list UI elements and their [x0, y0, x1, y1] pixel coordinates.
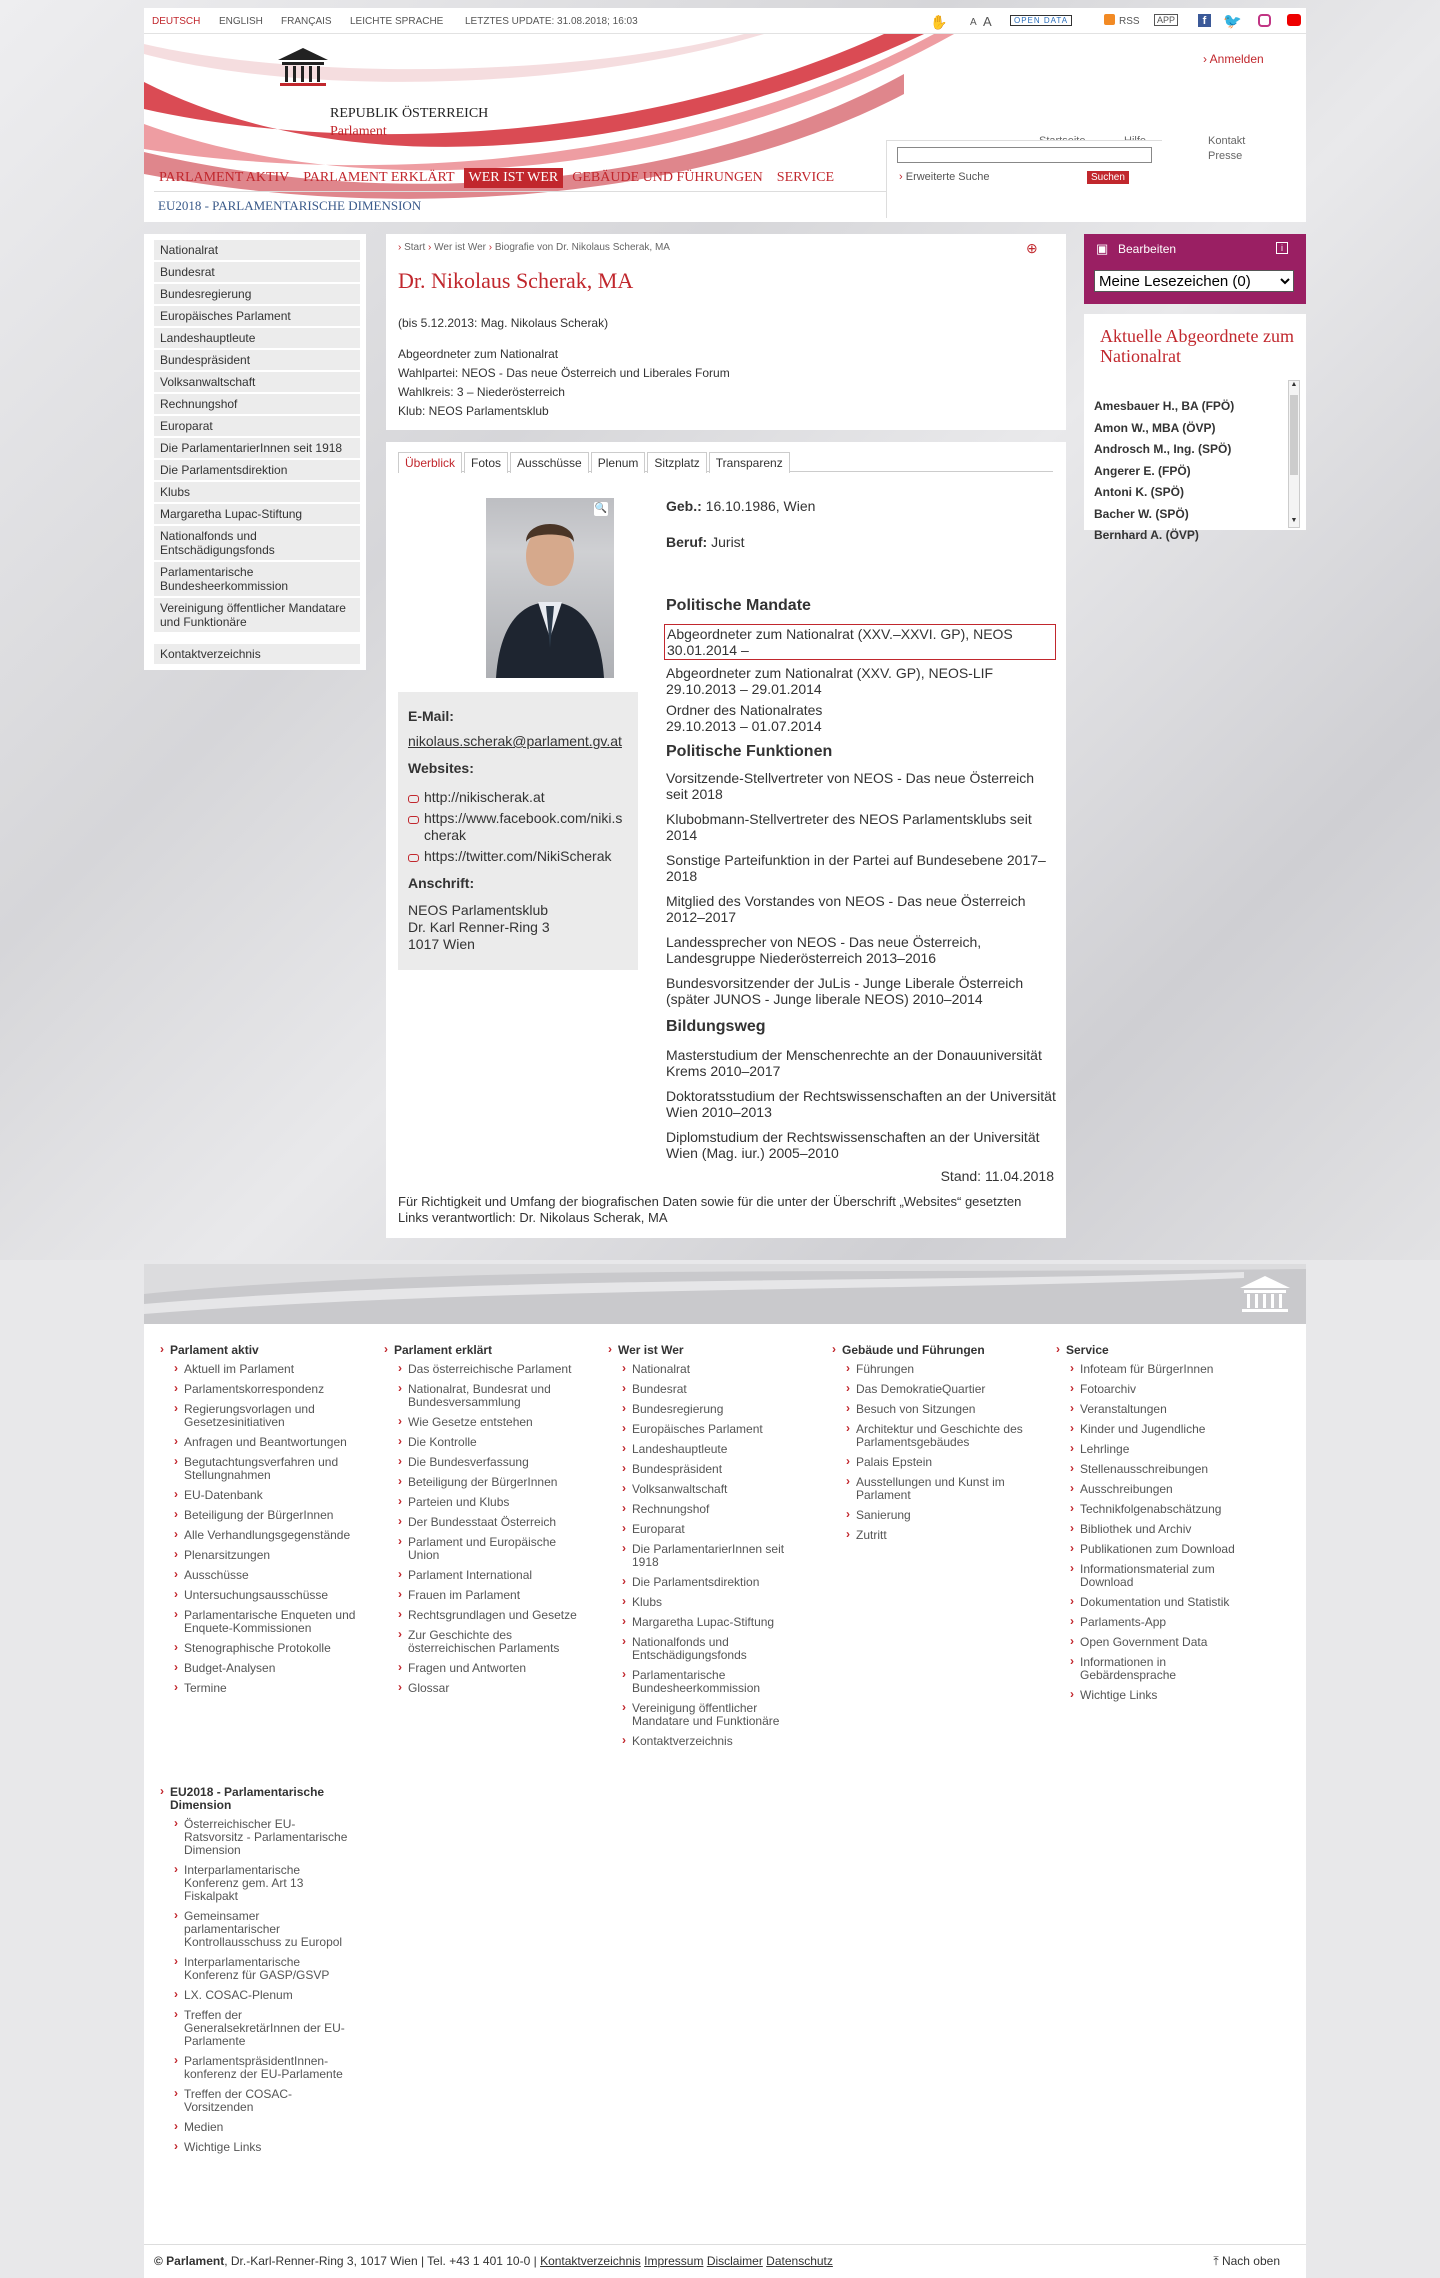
twitter-icon[interactable]: 🐦	[1223, 13, 1242, 30]
mandate-title: Politische Mandate	[666, 597, 811, 614]
sidebar-item-bundesregierung[interactable]: Bundesregierung	[154, 284, 360, 304]
profile-info	[398, 314, 730, 421]
nav-parlament-erklaert[interactable]: PARLAMENT ERKLÄRT	[303, 170, 455, 185]
font-small-button[interactable]: A	[970, 17, 977, 28]
breadcrumb-wer-ist-wer[interactable]: Wer ist Wer	[434, 242, 486, 253]
current-members-panel	[1084, 314, 1306, 542]
function-item: Vorsitzende-Stellvertreter von NEOS - Das neue Österreich seit 2018	[666, 770, 1035, 802]
scroll-up-icon[interactable]: ▲	[1290, 381, 1298, 388]
member-link[interactable]: Bernhard A. (ÖVP)	[1094, 528, 1199, 542]
tab-plenum[interactable]: Plenum	[591, 452, 646, 473]
function-item: Bundesvorsitzender der JuLis - Junge Liberale Österreich (später JUNOS - Junge liberale NEOS) 2010–2014	[666, 975, 1024, 1007]
website-link[interactable]: https://www.facebook.com/niki.scherak	[408, 810, 628, 844]
search-input[interactable]	[897, 147, 1152, 163]
facebook-icon[interactable]: f	[1198, 14, 1211, 27]
last-update: LETZTES UPDATE: 31.08.2018; 16:03	[465, 16, 638, 27]
footer-link[interactable]: › Parlamentskorrespondenz	[164, 1383, 364, 1396]
members-list	[1094, 396, 1234, 547]
tab-transparenz[interactable]: Transparenz	[709, 452, 790, 473]
footer-link[interactable]: › Beteiligung der BürgerInnen	[164, 1509, 364, 1522]
mandate-item: Ordner des Nationalrates 29.10.2013 – 01.07.2014	[666, 702, 823, 734]
former-name: (bis 5.12.2013: Mag. Nikolaus Scherak)	[398, 316, 609, 330]
breadcrumb: › Start › Wer ist Wer › Biografie von Dr. Nikolaus Scherak, MA	[398, 242, 670, 253]
footer-link[interactable]: › Glossar	[388, 1682, 588, 1695]
education-title: Bildungsweg	[666, 1018, 766, 1035]
sidebar-item-rechnungshof[interactable]: Rechnungshof	[154, 394, 360, 414]
footer-col-parlament-erklaert	[388, 1344, 588, 1702]
footer-link[interactable]: › Wichtige Links	[1060, 1689, 1260, 1702]
search-button[interactable]: Suchen	[1087, 171, 1129, 184]
footer-link[interactable]: › Bibliothek und Archiv	[1060, 1523, 1260, 1536]
sidebar-item-kontaktverzeichnis[interactable]: Kontaktverzeichnis	[154, 644, 360, 664]
footer-link[interactable]: › Parteien und Klubs	[388, 1496, 588, 1509]
member-link[interactable]: Antoni K. (SPÖ)	[1094, 485, 1184, 499]
footer-link[interactable]: › Stellenausschreibungen	[1060, 1463, 1260, 1476]
footer-link[interactable]: › Zutritt	[836, 1529, 1036, 1542]
footer-link[interactable]: › Rechnungshof	[612, 1503, 812, 1516]
advanced-search-link[interactable]: › Erweiterte Suche	[899, 171, 990, 183]
instagram-icon[interactable]	[1258, 14, 1271, 27]
email-label: E-Mail:	[408, 708, 454, 724]
breadcrumb-start[interactable]: Start	[404, 242, 426, 253]
footer-col-title[interactable]: › Parlament erklärt	[388, 1344, 588, 1357]
footer-address: , Dr.-Karl-Renner-Ring 3, 1017 Wien | Tel. +43 1 401 10-0 |	[224, 2254, 537, 2268]
footer-link[interactable]: › Gemeinsamer parlamentarischer Kontrollausschuss zu Europol	[164, 1910, 354, 1949]
footer-col-title[interactable]: › Parlament aktiv	[164, 1344, 364, 1357]
footer-col-title[interactable]: › EU2018 - Parlamentarische Dimension	[164, 1786, 354, 1812]
sidebar	[144, 234, 366, 670]
member-link[interactable]: Androsch M., Ing. (SPÖ)	[1094, 442, 1232, 456]
footer-link[interactable]: › Treffen der COSAC-Vorsitzenden	[164, 2088, 354, 2114]
sidebar-item-nationalfonds[interactable]: Nationalfonds und Entschädigungsfonds	[154, 526, 360, 560]
footer-link-disclaimer[interactable]: Disclaimer	[706, 2254, 763, 2268]
eu-nav[interactable]: EU2018 - PARLAMENTARISCHE DIMENSION	[158, 198, 422, 213]
function-item: Mitglied des Vorstandes von NEOS - Das neue Österreich 2012–2017	[666, 893, 1026, 925]
footer-link[interactable]: › Nationalrat	[612, 1363, 812, 1376]
footer-link[interactable]: › Nationalrat, Bundesrat und Bundesversammlung	[388, 1383, 588, 1409]
footer-link[interactable]: › Wie Gesetze entstehen	[388, 1416, 588, 1429]
nav-parlament-aktiv[interactable]: PARLAMENT AKTIV	[159, 170, 290, 185]
sidebar-item-lupac-stiftung[interactable]: Margaretha Lupac-Stiftung	[154, 504, 360, 524]
tab-bar	[398, 452, 1053, 472]
footer-link[interactable]: › Die Kontrolle	[388, 1436, 588, 1449]
address-line: Dr. Karl Renner-Ring 3	[408, 919, 550, 935]
footer-link[interactable]: › Plenarsitzungen	[164, 1549, 364, 1562]
websites-spacer	[408, 777, 628, 785]
back-to-top[interactable]: ⤒ Nach oben	[1213, 2254, 1280, 2268]
mandate-item: Abgeordneter zum Nationalrat (XXV.–XXVI. GP), NEOS 30.01.2014 –	[664, 624, 1056, 660]
footer-link[interactable]: › Fotoarchiv	[1060, 1383, 1260, 1396]
footer-link[interactable]: › Ausstellungen und Kunst im Parlament	[836, 1476, 1036, 1502]
app-link[interactable]: APP	[1154, 14, 1178, 26]
parliament-logo-icon	[274, 44, 332, 90]
login-link[interactable]: › Anmelden	[1203, 52, 1264, 66]
footer-col-wer-ist-wer	[612, 1344, 812, 1755]
lang-leichte-sprache[interactable]: LEICHTE SPRACHE	[350, 16, 444, 27]
tab-ueberblick[interactable]: Überblick	[398, 452, 462, 473]
function-item: Landessprecher von NEOS - Das neue Österreich, Landesgruppe Niederösterreich 2013–2016	[666, 934, 982, 966]
education-item: Masterstudium der Menschenrechte an der Donauuniversität Krems 2010–2017	[666, 1047, 1042, 1079]
born-row: Geb.: 16.10.1986, Wien	[666, 498, 816, 514]
edit-link[interactable]: Bearbeiten	[1118, 242, 1177, 256]
search-box	[886, 140, 1162, 218]
footer-link[interactable]: › Architektur und Geschichte des Parlamentsgebäudes	[836, 1423, 1036, 1449]
footer-link[interactable]: › Beteiligung der BürgerInnen	[388, 1476, 588, 1489]
info-icon[interactable]: i	[1276, 242, 1288, 254]
footer-link[interactable]: › Rechtsgrundlagen und Gesetze	[388, 1609, 588, 1622]
main-content	[386, 442, 1066, 1238]
footer-link[interactable]: › Ausschreibungen	[1060, 1483, 1260, 1496]
youtube-icon[interactable]	[1287, 14, 1301, 26]
sidebar-item-parlamentsdirektion[interactable]: Die Parlamentsdirektion	[154, 460, 360, 480]
scroll-down-icon[interactable]: ▼	[1290, 517, 1298, 524]
footer-link[interactable]: › Anfragen und Beantwortungen	[164, 1436, 364, 1449]
stand-date: Stand: 11.04.2018	[940, 1168, 1054, 1184]
top-bar	[144, 8, 1306, 34]
functions-title: Politische Funktionen	[666, 743, 833, 760]
footer-link[interactable]: › Begutachtungsverfahren und Stellungnahmen	[164, 1456, 364, 1482]
footer-link[interactable]: › LX. COSAC-Plenum	[164, 1989, 354, 2002]
sidebar-item-vereinigung[interactable]: Vereinigung öffentlicher Mandatare und Funktionäre	[154, 598, 360, 632]
nav-divider	[154, 191, 894, 192]
website-link[interactable]: https://twitter.com/NikiScherak	[408, 848, 628, 865]
footer-logo-icon	[1236, 1274, 1294, 1314]
footer-link[interactable]: › Informationsmaterial zum Download	[1060, 1563, 1260, 1589]
tab-fotos[interactable]: Fotos	[464, 452, 508, 473]
facts	[666, 498, 1056, 1166]
footer-link[interactable]: › Termine	[164, 1682, 364, 1695]
footer-link[interactable]: › Europarat	[612, 1523, 812, 1536]
footer-link[interactable]: › Technikfolgenabschätzung	[1060, 1503, 1260, 1516]
footer-link[interactable]: › Parlaments-App	[1060, 1616, 1260, 1629]
main-nav	[154, 168, 843, 188]
party: Wahlpartei: NEOS - Das neue Österreich und Liberales Forum	[398, 366, 730, 380]
footer-link[interactable]: › Aktuell im Parlament	[164, 1363, 364, 1376]
sidebar-item-bundespraesident[interactable]: Bundespräsident	[154, 350, 360, 370]
footer-link[interactable]: › Bundespräsident	[612, 1463, 812, 1476]
footer-link[interactable]: › Frauen im Parlament	[388, 1589, 588, 1602]
sidebar-item-bundesrat[interactable]: Bundesrat	[154, 262, 360, 282]
footer-link[interactable]: › Parlamentarische Bundesheerkommission	[612, 1669, 812, 1695]
footer-link[interactable]: › Ausschüsse	[164, 1569, 364, 1582]
district: Wahlkreis: 3 – Niederösterreich	[398, 385, 565, 399]
footer-link[interactable]: › Volksanwaltschaft	[612, 1483, 812, 1496]
footer-link[interactable]: › Bundesrat	[612, 1383, 812, 1396]
footer-link[interactable]: › Untersuchungsausschüsse	[164, 1589, 364, 1602]
sidebar-item-nationalrat[interactable]: Nationalrat	[154, 240, 360, 260]
footer-link[interactable]: › Österreichischer EU-Ratsvorsitz - Parlamentarische Dimension	[164, 1818, 354, 1857]
open-data-button[interactable]: OPEN DATA	[1010, 15, 1072, 26]
footer-link[interactable]: › Fragen und Antworten	[388, 1662, 588, 1675]
header-links-3	[1208, 134, 1245, 164]
bookmarks-panel	[1084, 234, 1306, 304]
mandate-item: Abgeordneter zum Nationalrat (XXV. GP), NEOS-LIF 29.10.2013 – 29.01.2014	[666, 665, 994, 697]
breadcrumb-current: Biografie von Dr. Nikolaus Scherak, MA	[494, 242, 670, 253]
brand-line-1: REPUBLIK ÖSTERREICH	[330, 106, 489, 121]
club: Klub: NEOS Parlamentsklub	[398, 404, 549, 418]
member-link[interactable]: Amon W., MBA (ÖVP)	[1094, 420, 1216, 435]
footer-swoosh	[144, 1264, 1306, 1324]
tab-ausschuesse[interactable]: Ausschüsse	[510, 452, 589, 473]
sidebar-item-volksanwaltschaft[interactable]: Volksanwaltschaft	[154, 372, 360, 392]
footer-link[interactable]: › Lehrlinge	[1060, 1443, 1260, 1456]
footer-link[interactable]: › ParlamentspräsidentInnen-konferenz der EU-Parlamente	[164, 2055, 354, 2081]
function-item: Sonstige Parteifunktion in der Partei auf Bundesebene 2017–2018	[666, 852, 1046, 884]
rss-link[interactable]: RSS	[1119, 16, 1140, 27]
footer-link[interactable]: › Parlament International	[388, 1569, 588, 1582]
footer-link[interactable]: › Das DemokratieQuartier	[836, 1383, 1036, 1396]
footer-link[interactable]: › Palais Epstein	[836, 1456, 1036, 1469]
footer-link[interactable]: › Regierungsvorlagen und Gesetzesinitiativen	[164, 1403, 364, 1429]
footer-col-gebaeude	[836, 1344, 1036, 1549]
page-title: Dr. Nikolaus Scherak, MA	[398, 268, 634, 293]
bookmarks-select[interactable]	[1094, 270, 1294, 292]
info-spacer	[398, 333, 730, 345]
address-label: Anschrift:	[408, 875, 475, 891]
footer-link[interactable]: › Zur Geschichte des österreichischen Parlaments	[388, 1629, 588, 1655]
footer-link[interactable]: › Kontaktverzeichnis	[612, 1735, 812, 1748]
members-scrollbar[interactable]	[1288, 380, 1300, 528]
sidebar-item-klubs[interactable]: Klubs	[154, 482, 360, 502]
footer-col-title[interactable]: › Wer ist Wer	[612, 1344, 812, 1357]
function-item: Klubobmann-Stellvertreter des NEOS Parlamentsklubs seit 2014	[666, 811, 1032, 843]
member-link[interactable]: Angerer E. (FPÖ)	[1094, 463, 1191, 478]
nav-service[interactable]: SERVICE	[776, 170, 835, 185]
education-item: Diplomstudium der Rechtswissenschaften an der Universität Wien (Mag. iur.) 2005–2010	[666, 1129, 1040, 1161]
zoom-icon[interactable]: 🔍	[594, 503, 608, 514]
footer-link[interactable]: › Wichtige Links	[164, 2141, 354, 2154]
footer-band	[144, 1264, 1306, 1324]
bookmark-icon: ▣	[1096, 241, 1109, 256]
footer-link[interactable]: › Die ParlamentarierInnen seit 1918	[612, 1543, 812, 1569]
footer-link[interactable]: › Treffen der GeneralsekretärInnen der EU-Parlamente	[164, 2009, 354, 2048]
scroll-thumb[interactable]	[1290, 395, 1298, 475]
footer-link[interactable]: › Alle Verhandlungsgegenstände	[164, 1529, 364, 1542]
footer-link-impressum[interactable]: Impressum	[644, 2254, 704, 2268]
footer-link[interactable]: › Führungen	[836, 1363, 1036, 1376]
footer-link[interactable]: › Landeshauptleute	[612, 1443, 812, 1456]
footer-link[interactable]: › Kinder und Jugendliche	[1060, 1423, 1260, 1436]
copyright: © Parlament	[154, 2254, 225, 2268]
lang-deutsch[interactable]: DEUTSCH	[152, 16, 201, 27]
footer-link[interactable]: › Infoteam für BürgerInnen	[1060, 1363, 1260, 1376]
footer-link[interactable]: › Interparlamentarische Konferenz gem. Art 13 Fiskalpakt	[164, 1864, 354, 1903]
footer	[144, 1324, 1306, 2244]
footer-col-title[interactable]: › Gebäude und Führungen	[836, 1344, 1036, 1357]
education-item: Doktoratsstudium der Rechtswissenschaften an der Universität Wien 2010–2013	[666, 1088, 1056, 1120]
bookmark-add-icon[interactable]: ⊕	[1026, 240, 1038, 256]
tab-sitzplatz[interactable]: Sitzplatz	[647, 452, 706, 473]
role: Abgeordneter zum Nationalrat	[398, 347, 559, 361]
footer-link[interactable]: › Vereinigung öffentlicher Mandatare und Funktionäre	[612, 1702, 812, 1728]
portrait-figure	[486, 498, 614, 678]
email-link[interactable]: nikolaus.scherak@parlament.gv.at	[408, 733, 622, 749]
footer-link[interactable]: › Europäisches Parlament	[612, 1423, 812, 1436]
footer-link[interactable]: › Klubs	[612, 1596, 812, 1609]
footer-link-datenschutz[interactable]: Datenschutz	[766, 2254, 833, 2268]
footer-link[interactable]: › Sanierung	[836, 1509, 1036, 1522]
footer-link[interactable]: › Stenographische Protokolle	[164, 1642, 364, 1655]
profile-card	[386, 234, 1066, 430]
sidebar-spacer	[144, 634, 366, 642]
footer-link[interactable]: › Margaretha Lupac-Stiftung	[612, 1616, 812, 1629]
rss-icon[interactable]	[1104, 14, 1115, 25]
current-members-title: Aktuelle Abgeordnete zum Nationalrat	[1100, 326, 1294, 366]
footer-link[interactable]: › Nationalfonds und Entschädigungsfonds	[612, 1636, 812, 1662]
portrait-photo[interactable]	[486, 498, 614, 678]
footer-link[interactable]: › Parlament und Europäische Union	[388, 1536, 588, 1562]
responsibility-note: Für Richtigkeit und Umfang der biografischen Daten sowie für die unter der Überschrift „Websites“ gesetzten Links verantwortlich: Dr. Nikolaus Scherak, MA	[398, 1194, 1022, 1225]
kontakt-link[interactable]: Kontakt	[1208, 135, 1246, 147]
contact-box	[398, 692, 638, 970]
footer-link[interactable]: › Die Bundesverfassung	[388, 1456, 588, 1469]
footer-link[interactable]: › Medien	[164, 2121, 354, 2134]
footer-link[interactable]: › Informationen in Gebärdensprache	[1060, 1656, 1260, 1682]
footer-link[interactable]: › Veranstaltungen	[1060, 1403, 1260, 1416]
footer-link[interactable]: › Die Parlamentsdirektion	[612, 1576, 812, 1589]
member-link[interactable]: Bacher W. (SPÖ)	[1094, 506, 1189, 521]
website-link[interactable]: http://nikischerak.at	[408, 789, 628, 806]
footer-link[interactable]: › EU-Datenbank	[164, 1489, 364, 1502]
brand-line-2: Parlament	[330, 124, 387, 139]
font-large-button[interactable]: A	[983, 14, 992, 29]
footer-link[interactable]: › Publikationen zum Download	[1060, 1543, 1260, 1556]
footer-col-parlament-aktiv	[164, 1344, 364, 1702]
copyright-bar	[144, 2244, 1306, 2278]
footer-link[interactable]: › Bundesregierung	[612, 1403, 812, 1416]
arrow-up-icon: ⤒	[1213, 2254, 1222, 2268]
nav-gebaeude[interactable]: GEBÄUDE UND FÜHRUNGEN	[572, 170, 763, 185]
sidebar-item-parlamentarier-1918[interactable]: Die ParlamentarierInnen seit 1918	[154, 438, 360, 458]
sign-language-icon[interactable]: ✋	[930, 14, 948, 30]
footer-link[interactable]: › Besuch von Sitzungen	[836, 1403, 1036, 1416]
job-row: Beruf: Jurist	[666, 534, 745, 550]
lang-english[interactable]: ENGLISH	[219, 16, 263, 27]
member-link[interactable]: Amesbauer H., BA (FPÖ)	[1094, 399, 1235, 413]
footer-link[interactable]: › Interparlamentarische Konferenz für GASP/GSVP	[164, 1956, 354, 1982]
sidebar-item-bundesheerkommission[interactable]: Parlamentarische Bundesheerkommission	[154, 562, 360, 596]
footer-link-kontaktverzeichnis[interactable]: Kontaktverzeichnis	[540, 2254, 641, 2268]
footer-link[interactable]: › Dokumentation und Statistik	[1060, 1596, 1260, 1609]
nav-wer-ist-wer[interactable]: WER IST WER	[464, 168, 564, 188]
footer-link[interactable]: › Parlamentarische Enqueten und Enquete-Kommissionen	[164, 1609, 364, 1635]
sidebar-item-europarat[interactable]: Europarat	[154, 416, 360, 436]
footer-link[interactable]: › Budget-Analysen	[164, 1662, 364, 1675]
footer-col-title[interactable]: › Service	[1060, 1344, 1260, 1357]
address-line: NEOS Parlamentsklub	[408, 902, 549, 918]
websites-label: Websites:	[408, 760, 474, 776]
footer-link[interactable]: › Das österreichische Parlament	[388, 1363, 588, 1376]
address-line: 1017 Wien	[408, 936, 475, 952]
footer-col-service	[1060, 1344, 1260, 1709]
footer-col-eu2018	[164, 1786, 354, 2161]
sidebar-item-landeshauptleute[interactable]: Landeshauptleute	[154, 328, 360, 348]
sidebar-item-eu-parlament[interactable]: Europäisches Parlament	[154, 306, 360, 326]
footer-link[interactable]: › Open Government Data	[1060, 1636, 1260, 1649]
footer-link[interactable]: › Der Bundesstaat Österreich	[388, 1516, 588, 1529]
presse-link[interactable]: Presse	[1208, 150, 1243, 162]
lang-francais[interactable]: FRANÇAIS	[281, 16, 332, 27]
